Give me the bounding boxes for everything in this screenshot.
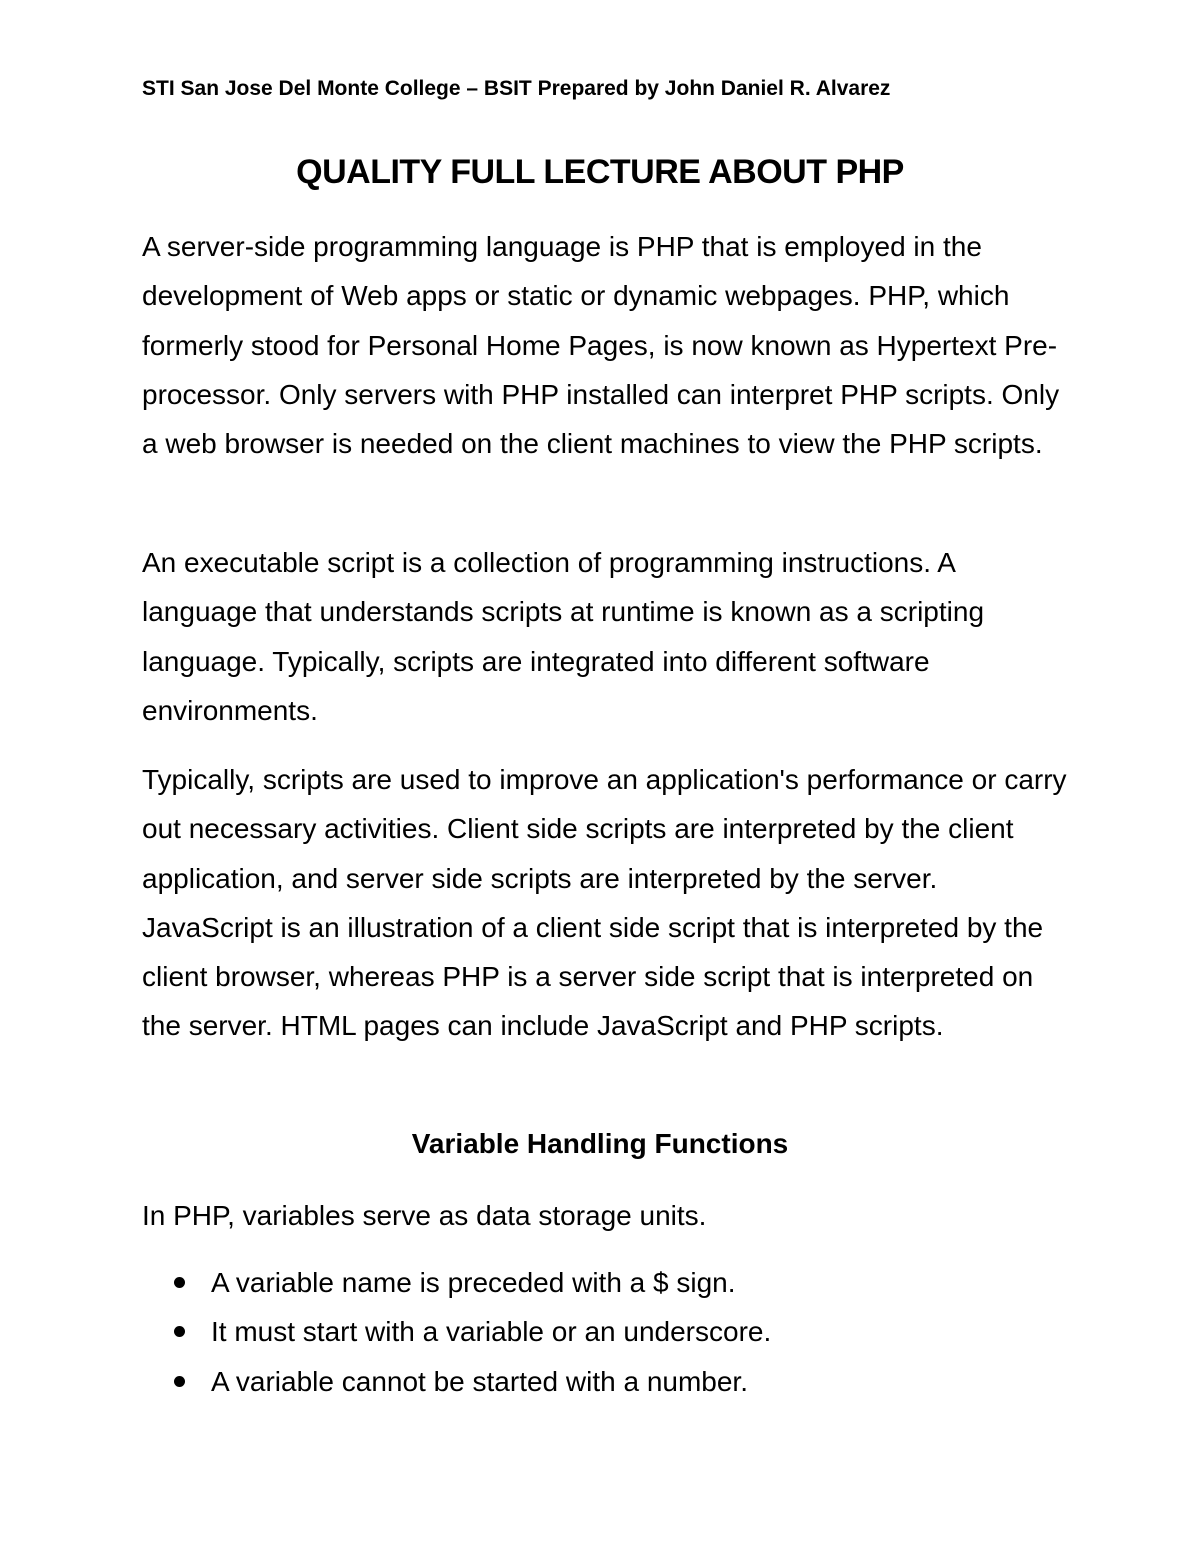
list-item [142, 1307, 1072, 1356]
bullet-icon [174, 1326, 185, 1337]
paragraph-php-intro: A server-side programming language is PHP that is employed in the development of Web apps or static or dynamic webpages. PHP, which formerly stood for Personal Home Pages, is now known as Hypertext Pre-processor. Only servers with PHP installed can interpret PHP scripts. Only a web browser is needed on the client machines to view the PHP scripts. [142, 231, 1060, 460]
list-item [142, 1357, 1072, 1406]
section-intro: In PHP, variables serve as data storage units. [142, 1200, 707, 1231]
paragraph-scripts: An executable script is a collection of programming instructions. A language that understands scripts at runtime is known as a scripting language. Typically, scripts are integrated into different software environments. [142, 547, 985, 726]
bullet-list [142, 1258, 1072, 1406]
bullet-icon [174, 1277, 185, 1288]
paragraph-client-server: Typically, scripts are used to improve an application's performance or carry out necessary activities. Client side scripts are interpreted by the client application, and server side scripts are interpreted by the server. JavaScript is an illustration of a client side script that is interpreted by the client browser, whereas PHP is a server side script that is interpreted on the server. HTML pages can include JavaScript and PHP scripts. [142, 764, 1067, 1042]
list-item [142, 1258, 1072, 1307]
running-header: STI San Jose Del Monte College – BSIT Prepared by John Daniel R. Alvarez [142, 77, 891, 100]
document-title: QUALITY FULL LECTURE ABOUT PHP [296, 153, 904, 191]
list-item-text: A variable name is preceded with a $ sign. [211, 1267, 736, 1298]
list-item-text: A variable cannot be started with a number. [211, 1365, 748, 1397]
list-item-text: It must start with a variable or an underscore. [211, 1316, 772, 1348]
section-heading: Variable Handling Functions [411, 1128, 789, 1159]
bullet-icon [174, 1376, 185, 1387]
